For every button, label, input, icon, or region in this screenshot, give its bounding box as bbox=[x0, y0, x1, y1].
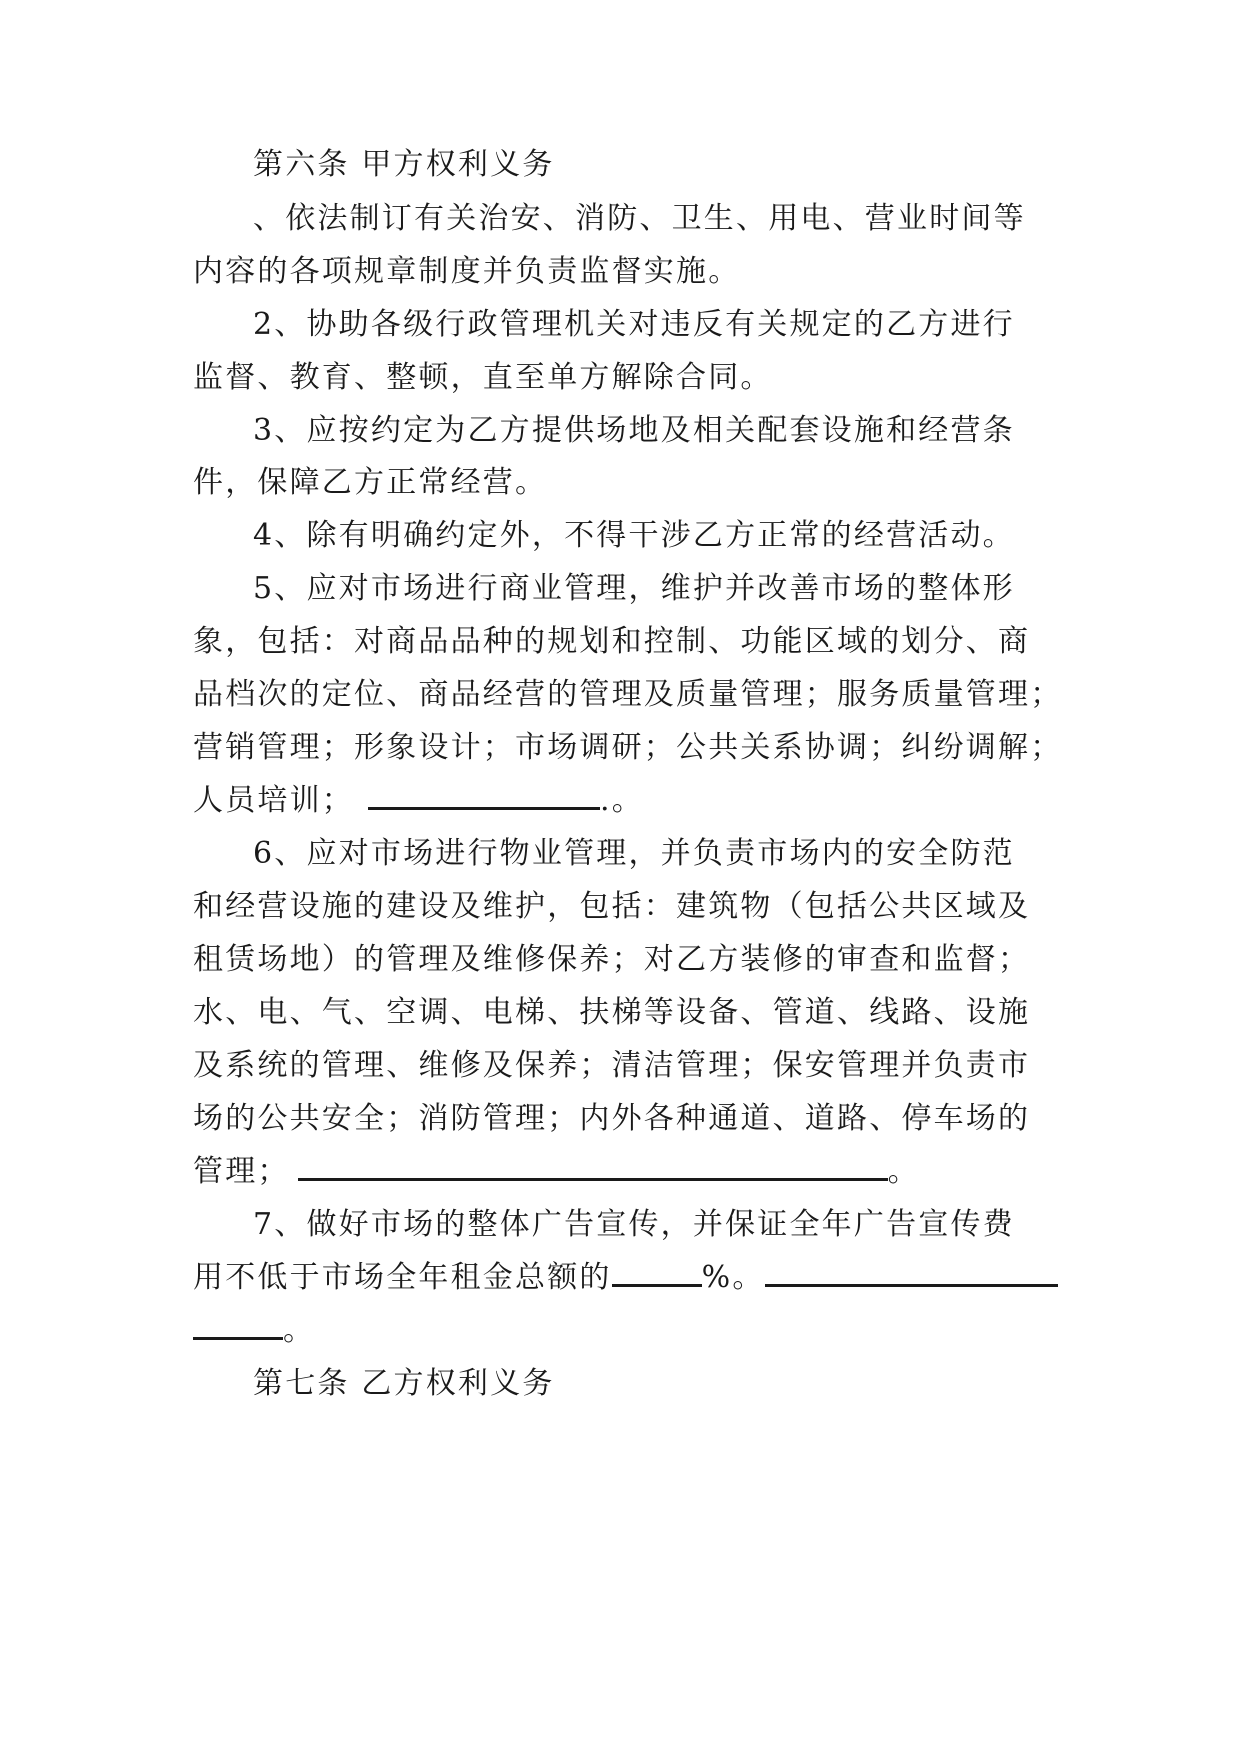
paragraph-line: 监督、教育、整顿，直至单方解除合同。 bbox=[193, 360, 773, 395]
paragraph-line bbox=[193, 1152, 1053, 1192]
paragraph-line bbox=[193, 781, 1053, 821]
fill-in-blank bbox=[298, 1156, 888, 1181]
paragraph-line: 和经营设施的建设及维护，包括：建筑物（包括公共区域及 bbox=[193, 889, 1031, 924]
fill-in-blank bbox=[368, 785, 600, 810]
line-text: .。 bbox=[600, 783, 644, 818]
line-text: 。 bbox=[887, 1154, 920, 1189]
paragraph-line: 营销管理；形象设计；市场调研；公共关系协调；纠纷调解； bbox=[193, 730, 1063, 765]
article-7-heading: 第七条 乙方权利义务 bbox=[253, 1366, 555, 1401]
paragraph-line: 件，保障乙方正常经营。 bbox=[193, 465, 548, 500]
paragraph-line: 及系统的管理、维修及保养；清洁管理；保安管理并负责市 bbox=[193, 1048, 1031, 1083]
paragraph-line bbox=[193, 1258, 1053, 1298]
line-text: %。 bbox=[701, 1260, 765, 1295]
paragraph-line: 2、协助各级行政管理机关对违反有关规定的乙方进行 bbox=[253, 307, 1015, 342]
paragraph-line: 品档次的定位、商品经营的管理及质量管理；服务质量管理； bbox=[193, 677, 1063, 712]
article-6-heading: 第六条 甲方权利义务 bbox=[253, 147, 555, 182]
line-text: 。 bbox=[283, 1313, 316, 1348]
paragraph-line: 水、电、气、空调、电梯、扶梯等设备、管道、线路、设施 bbox=[193, 995, 1031, 1030]
paragraph-line: 5、应对市场进行商业管理，维护并改善市场的整体形 bbox=[253, 571, 1015, 606]
paragraph-line: 、依法制订有关治安、消防、卫生、用电、营业时间等 bbox=[253, 201, 1026, 236]
paragraph-line: 租赁场地）的管理及维修保养；对乙方装修的审查和监督； bbox=[193, 942, 1031, 977]
line-text: 管理； bbox=[193, 1154, 290, 1189]
paragraph-line: 内容的各项规章制度并负责监督实施。 bbox=[193, 254, 741, 289]
line-text: 用不低于市场全年租金总额的 bbox=[193, 1260, 612, 1295]
paragraph-line: 3、应按约定为乙方提供场地及相关配套设施和经营条 bbox=[253, 413, 1015, 448]
paragraph-line: 象，包括：对商品品种的规划和控制、功能区域的划分、商 bbox=[193, 624, 1031, 659]
line-text: 人员培训； bbox=[193, 783, 354, 818]
paragraph-line: 4、除有明确约定外，不得干涉乙方正常的经营活动。 bbox=[253, 518, 1015, 553]
paragraph-line: 7、做好市场的整体广告宣传，并保证全年广告宣传费 bbox=[253, 1207, 1015, 1242]
paragraph-line: 6、应对市场进行物业管理，并负责市场内的安全防范 bbox=[253, 836, 1015, 871]
fill-in-blank bbox=[612, 1262, 702, 1287]
paragraph-line bbox=[193, 1311, 1053, 1351]
fill-in-blank bbox=[193, 1315, 283, 1340]
fill-in-blank bbox=[765, 1262, 1058, 1287]
paragraph-line: 场的公共安全；消防管理；内外各种通道、道路、停车场的 bbox=[193, 1101, 1031, 1136]
